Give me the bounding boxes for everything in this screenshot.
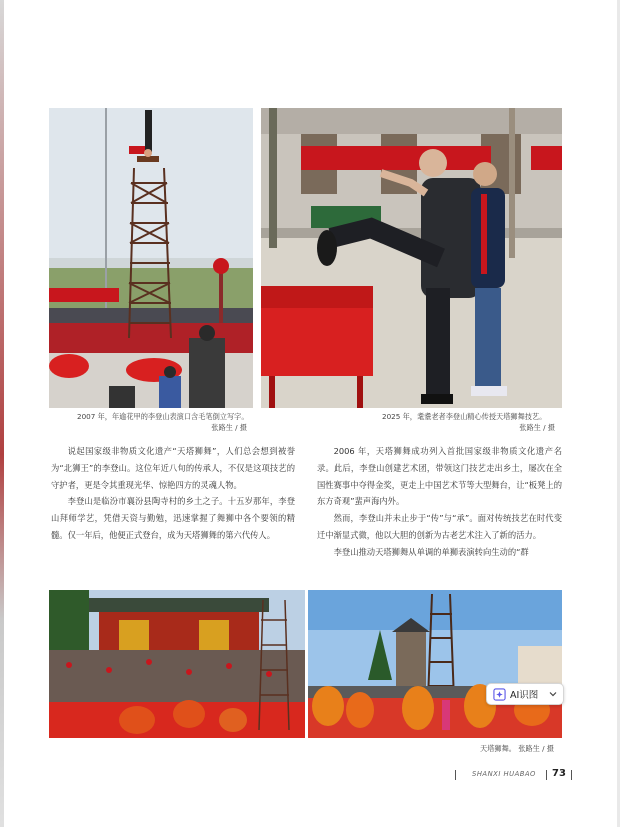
photo1-credit: 张路生 / 摄 [211, 423, 247, 432]
magazine-name: SHANXI HUABAO [472, 770, 536, 778]
photo-handstand-tower [49, 108, 253, 408]
paragraph: 2006 年，天塔狮舞成功列入首批国家级非物质文化遗产名录。此后，李登山创建艺术团，带领这门技艺走出乡土，屡次在全国性赛事中夺得金奖，更走上中国艺术节等大型舞台，让“板凳上的东方奇观”蜚声海内外。 [317, 446, 562, 507]
article-left-column [51, 443, 295, 544]
bottom-photo-caption: 天塔狮舞。 张路生 / 摄 [480, 744, 554, 753]
paragraph: 李登山是临汾市襄汾县陶寺村的乡土之子。十五岁那年，李登山拜师学艺，凭借天资与勤勉，迅速掌握了舞狮中各个要领的精髓。仅一年后，他便正式登台，成为天塔狮舞的第六代传人。 [51, 496, 295, 540]
page-footer [440, 769, 580, 781]
divider [455, 770, 456, 780]
photo2-credit: 张路生 / 摄 [519, 423, 555, 432]
photo-lions-tower [308, 590, 562, 738]
photo2-caption: 2025 年，耄耋老者李登山精心传授天塔狮舞技艺。 [382, 412, 547, 421]
divider [546, 770, 547, 780]
ai-recognize-button[interactable] [486, 683, 564, 705]
paragraph: 说起国家级非物质文化遗产“天塔狮舞”，人们总会想到被誉为“北狮王”的李登山。这位年近八旬的传承人，不仅是这项技艺的守护者，更是令其重现光华、惊艳四方的灵魂人物。 [51, 446, 295, 490]
sparkle-icon [493, 688, 506, 701]
ai-recognize-label: AI识图 [510, 690, 539, 701]
page-number: 73 [552, 768, 566, 779]
photo-master-teaching [261, 108, 562, 408]
article-right-column [317, 443, 562, 561]
photo1-caption: 2007 年，年逾花甲的李登山表演口含毛笔倒立写字。 [77, 412, 249, 421]
photo-lion-dance-crowd [49, 590, 305, 738]
paragraph: 李登山推动天塔狮舞从单调的单狮表演转向生动的“群 [333, 546, 529, 557]
chevron-down-icon [549, 690, 557, 698]
paragraph: 然而，李登山并未止步于“传”与“承”。面对传统技艺在时代变迁中渐显式微，他以大胆的创新为古老艺术注入了新的活力。 [317, 513, 562, 540]
divider [571, 770, 572, 780]
page-edge [0, 0, 4, 827]
